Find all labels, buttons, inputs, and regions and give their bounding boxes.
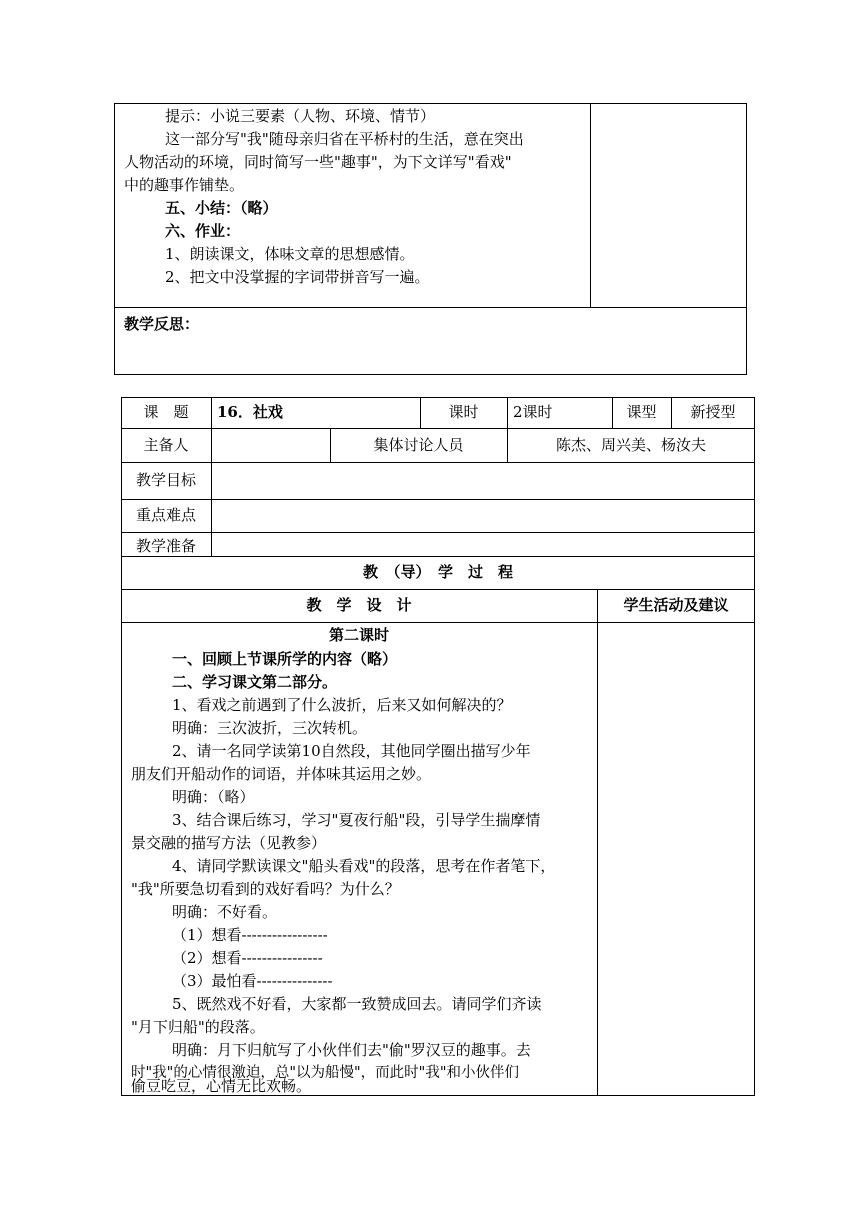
student-activity-title: 学生活动及建议 [623, 596, 729, 614]
period-label: 课时 [448, 403, 479, 421]
key-points-label: 重点难点 [135, 506, 196, 524]
body-line: 4、请同学默读课文"船头看戏"的段落，思考在作者笔下， [172, 857, 556, 875]
paragraph-line: 人物活动的环境，同时简写一些"趣事"，为下文详写"看戏" [124, 153, 512, 171]
reflection-label: 教学反思： [124, 315, 200, 333]
paragraph-line: 这一部分写"我"随母亲归省在平桥村的生活，意在突出 [165, 130, 524, 148]
period-value: 2课时 [513, 403, 553, 421]
row-divider [121, 462, 755, 463]
paragraph-line: 中的趣事作铺垫。 [124, 176, 245, 194]
body-line: "月下归船"的段落。 [131, 1018, 265, 1036]
preparer-label: 主备人 [143, 436, 189, 454]
group-members: 陈杰、周兴美、杨汝夫 [555, 436, 706, 454]
homework-item: 2、把文中没掌握的字词带拼音写一遍。 [165, 268, 430, 286]
body-line: （3）最怕看--------------- [172, 972, 333, 990]
design-title: 教 学 设 计 [306, 596, 412, 614]
body-line: 偷豆吃豆，心情无比欢畅。 [131, 1077, 312, 1095]
body-line: 5、既然戏不好看，大家都一致赞成回去。请同学们齐读 [172, 995, 542, 1013]
hint-line: 提示：小说三要素（人物、环境、情节） [165, 107, 436, 125]
column-divider [597, 589, 598, 1096]
continuation-column-divider [590, 103, 591, 308]
body-line: （2）想看---------------- [172, 949, 323, 967]
row-divider [121, 499, 755, 500]
row-divider [121, 556, 755, 557]
body-line: 明确：（略） [172, 788, 255, 806]
process-title: 教 （导） 学 过 程 [362, 563, 513, 581]
preparation-label: 教学准备 [135, 537, 196, 555]
section-heading: 一、回顾上节课所学的内容（略） [172, 650, 398, 668]
row-divider [121, 622, 755, 623]
body-line: （1）想看----------------- [172, 926, 328, 944]
body-line: 景交融的描写方法（见教参） [131, 834, 327, 852]
body-line: 明确：不好看。 [172, 903, 278, 921]
type-label: 课型 [626, 403, 657, 421]
section-heading: 二、学习课文第二部分。 [172, 673, 338, 691]
goal-label: 教学目标 [135, 471, 196, 489]
group-label: 集体讨论人员 [373, 436, 464, 454]
session-title: 第二课时 [328, 626, 389, 644]
topic-value: 16．社戏 [217, 403, 283, 421]
column-divider [211, 397, 212, 556]
row-divider [121, 532, 755, 533]
body-line: 2、请一名同学读第10自然段，其他同学圈出描写少年 [172, 742, 531, 760]
homework-heading: 六、作业： [165, 222, 241, 240]
body-line: 朋友们开船动作的词语，并体味其运用之妙。 [131, 765, 432, 783]
body-line: "我"所要急切看到的戏好看吗？为什么？ [131, 880, 400, 898]
summary-heading: 五、小结：（略） [165, 199, 278, 217]
body-line: 1、看戏之前遇到了什么波折，后来又如何解决的？ [172, 696, 512, 714]
body-line: 明确：三次波折，三次转机。 [172, 719, 368, 737]
body-line: 时"我"的心情很激迫，总"以为船慢"，而此时"我"和小伙伴们 [131, 1065, 520, 1081]
row-divider [121, 428, 755, 429]
continuation-row-divider [114, 307, 747, 308]
row-divider [121, 589, 755, 590]
homework-item: 1、朗读课文，体味文章的思想感情。 [165, 245, 415, 263]
body-line: 3、结合课后练习，学习"夏夜行船"段，引导学生揣摩情 [172, 811, 541, 829]
body-line: 明确：月下归航写了小伙伴们去"偷"罗汉豆的趣事。去 [172, 1041, 531, 1059]
topic-label: 课 题 [143, 403, 189, 421]
type-value: 新授型 [690, 403, 736, 421]
